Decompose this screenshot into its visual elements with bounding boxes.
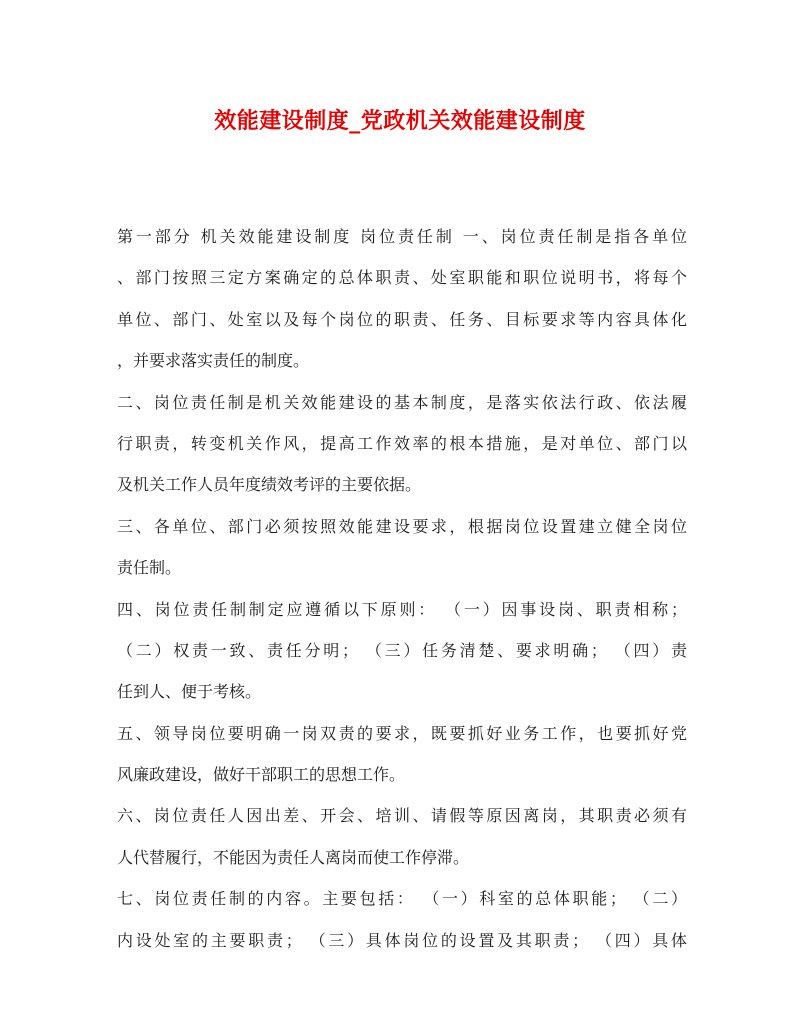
text-line: （二）权责一致、责任分明； （三）任务清楚、要求明确； （四）责 — [117, 640, 687, 660]
text-line: 内设处室的主要职责； （三）具体岗位的设置及其职责； （四）具体 — [117, 930, 687, 950]
paragraph-3 — [117, 506, 687, 589]
text-line: 单位、部门、处室以及每个岗位的职责、任务、目标要求等内容具体化 — [117, 309, 687, 329]
text-line: 任到人、便于考核。 — [117, 682, 262, 702]
paragraph-4 — [117, 589, 687, 713]
text-line: 风廉政建设，做好干部职工的思想工作。 — [117, 765, 406, 785]
text-line: 三、各单位、部门必须按照效能建设要求，根据岗位设置建立健全岗位 — [117, 516, 687, 536]
text-line: 责任制。 — [117, 558, 182, 578]
text-line: 行职责，转变机关作风，提高工作效率的根本措施，是对单位、部门以 — [117, 433, 687, 453]
text-line: 五、领导岗位要明确一岗双责的要求，既要抓好业务工作，也要抓好党 — [117, 723, 687, 743]
text-line: 人代替履行，不能因为责任人离岗而使工作停滞。 — [117, 847, 470, 867]
paragraph-6 — [117, 795, 687, 878]
paragraph-2 — [117, 382, 687, 506]
text-line: 及机关工作人员年度绩效考评的主要依据。 — [117, 475, 422, 495]
text-line: 七、岗位责任制的内容。主要包括： （一）科室的总体职能； （二） — [117, 889, 687, 909]
text-line: 第一部分 机关效能建设制度 岗位责任制 一、岗位责任制是指各单位 — [117, 227, 687, 246]
text-line: ，并要求落实责任的制度。 — [117, 351, 310, 371]
text-line: 、部门按照三定方案确定的总体职责、处室职能和职位说明书，将每个 — [117, 268, 687, 288]
paragraph-5 — [117, 713, 687, 796]
document-title: 效能建设制度_党政机关效能建设制度 — [214, 108, 586, 134]
document-body — [117, 216, 687, 961]
text-line: 六、岗位责任人因出差、开会、培训、请假等原因离岗，其职责必须有 — [117, 806, 687, 826]
text-line: 二、岗位责任制是机关效能建设的基本制度，是落实依法行政、依法履 — [117, 392, 687, 412]
text-line: 四、岗位责任制制定应遵循以下原则： （一）因事设岗、职责相称； — [117, 599, 687, 619]
paragraph-1 — [117, 216, 687, 382]
paragraph-7 — [117, 878, 687, 961]
